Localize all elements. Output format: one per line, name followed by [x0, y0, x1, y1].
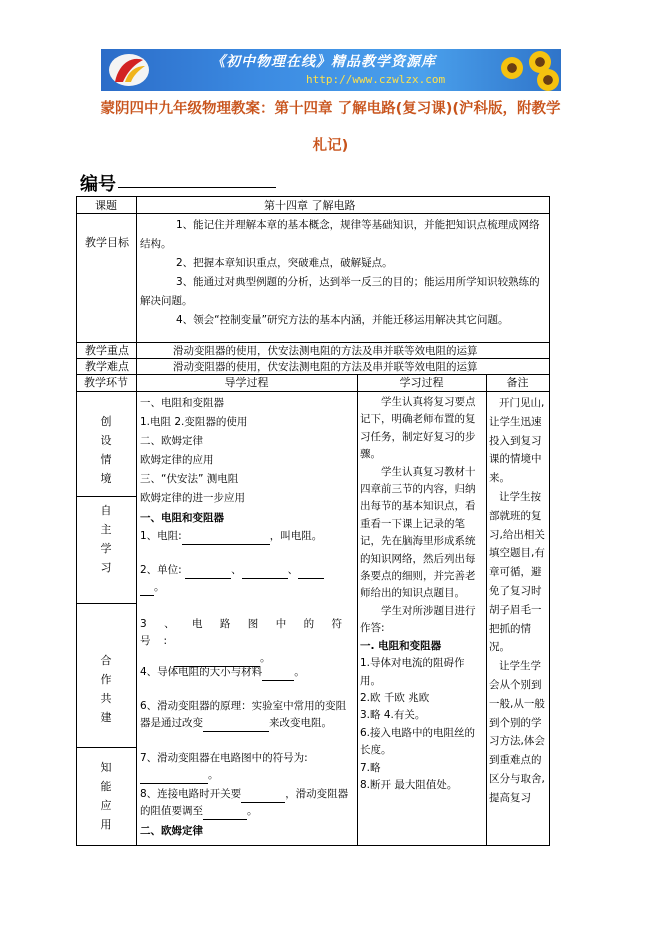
difficult-label: 教学难点: [85, 360, 129, 373]
guide-outline-item: 1.电阻 2.变阻器的使用: [140, 416, 248, 428]
question-text: 。: [154, 581, 165, 593]
answer-blank: [203, 731, 269, 732]
question-text: 、: [231, 564, 242, 576]
learning-column: [360, 394, 484, 794]
learning-answer: 6.接入电路中的电阻丝的长度。: [360, 726, 476, 757]
question-text: 1、电阻:: [140, 530, 182, 542]
header-banner: [101, 49, 561, 91]
guide-question-7: [140, 750, 355, 784]
goal-item: 1、能记住并理解本章的基本概念，规律等基础知识，并能把知识点梳理成网络结构。: [140, 219, 540, 250]
guide-outline-item: 欧姆定律的应用: [140, 454, 214, 466]
guide-question-1: [140, 528, 355, 545]
learning-answer: 2.欧 千欧 兆欧: [360, 691, 430, 704]
guide-question-3: [140, 616, 355, 667]
answer-blank: [185, 578, 231, 579]
lesson-table: [76, 196, 550, 846]
code-blank: [118, 187, 276, 188]
code-label: 编号: [80, 174, 116, 195]
learning-answer: 1.导体对电流的阻碍作用。: [360, 657, 465, 687]
answer-blank: [140, 595, 154, 596]
learning-answer: 8.断开 最大阻值处。: [360, 778, 458, 791]
stage-label: 自 主 学 习: [100, 504, 112, 574]
guide-outline-item: 欧姆定律的进一步应用: [140, 492, 245, 504]
question-text: ，叫电阻。: [269, 530, 323, 542]
answer-blank: [241, 802, 285, 803]
key-label: 教学重点: [85, 344, 129, 357]
learning-section-heading: 一. 电阻和变阻器: [360, 639, 442, 652]
guide-outline-item: 二、欧姆定律: [140, 435, 203, 447]
banner-url: http://www.czwlzx.com: [306, 73, 446, 86]
learning-paragraph: 学生对所涉题目进行作答:: [360, 604, 476, 635]
question-text: 7、滑动变阻器在电路图中的符号为:: [140, 752, 308, 764]
goal-item: 4、领会“控制变量”研究方法的基本内涵，并能迁移运用解决其它问题。: [176, 314, 509, 326]
answer-blank: [298, 578, 324, 579]
guide-question-2: [140, 562, 355, 596]
guide-section-heading: 二、欧姆定律: [140, 825, 203, 837]
question-text: 6、滑动变阻器的原理：实验室中常用的变阻器是通过改变: [140, 700, 347, 729]
document-title: 蒙阴四中九年级物理教案：第十四章 了解电路(复习课)(沪科版，附教学: [100, 101, 561, 117]
sunflower-icon: [537, 69, 559, 91]
guide-outline: [140, 394, 355, 508]
guide-question-6: [140, 698, 355, 732]
col-header-notes: 备注: [506, 376, 529, 389]
col-header-learning: 学习过程: [399, 376, 444, 389]
guide-section-heading: 一、电阻和变阻器: [140, 512, 224, 524]
stage-label: 创 设 情 境: [100, 415, 112, 485]
goals-label: 教学目标: [85, 236, 129, 249]
guide-question-4: [140, 664, 355, 681]
answer-blank: [182, 544, 270, 545]
question-text: 4、导体电阻的大小与材料: [140, 666, 263, 678]
guide-outline-item: 一、电阻和变阻器: [140, 397, 224, 409]
goals-list: [140, 216, 546, 330]
question-text: 2、单位:: [140, 564, 182, 576]
answer-blank: [262, 680, 294, 681]
question-text: 3、电路图中的符号:: [140, 618, 355, 647]
question-text: 。: [294, 666, 305, 678]
notes-column: [489, 394, 547, 808]
guide-outline-item: 三、“伏安法” 测电阻: [140, 473, 239, 485]
learning-answer: 3.略 4.有关。: [360, 709, 426, 722]
note-paragraph: 让学生按部就班的复习,给出相关填空题目,有章可循，避免了复习时胡子眉毛一把抓的情况。: [489, 490, 545, 654]
question-text: 来改变电阻。: [269, 717, 332, 729]
guide-question-8: [140, 786, 355, 820]
goal-item: 3、能通过对典型例题的分析，达到举一反三的目的；能运用所学知识较熟练的解决问题。: [140, 276, 540, 307]
site-logo-icon: [107, 52, 151, 88]
difficult-value: 滑动变阻器的使用，伏安法测电阻的方法及串并联等效电阻的运算: [173, 361, 478, 373]
key-value: 滑动变阻器的使用，伏安法测电阻的方法及串并联等效电阻的运算: [173, 345, 478, 357]
col-header-stage: 教学环节: [84, 376, 128, 389]
goal-item: 2、把握本章知识重点，突破难点，破解疑点。: [176, 257, 393, 269]
answer-blank: [203, 819, 247, 820]
sunflower-icon: [501, 57, 523, 79]
col-header-guide: 导学过程: [224, 376, 269, 389]
note-paragraph: 开门见山,让学生迅速投入到复习课的情境中来。: [489, 397, 545, 485]
question-text: 8、连接电路时开关要: [140, 788, 242, 800]
learning-paragraph: 学生认真复习教材十四章前三节的内容，归纳出每节的基本知识点，看重看一下课上记录的笔记，先在脑海里形成系统的知识网络，然后列出每条要点的细则，并完善老师给出的知识点题目。: [360, 465, 476, 600]
topic-label: 课题: [95, 199, 117, 212]
question-text: ，滑动变阻器的阻值要调至: [140, 788, 349, 817]
question-text: 。: [208, 769, 219, 781]
document-title-continued: 札记): [312, 138, 349, 154]
topic-value: 第十四章 了解电路: [264, 199, 356, 212]
answer-blank: [140, 783, 208, 784]
learning-answer: 7.略: [360, 761, 381, 774]
note-paragraph: 让学生学会从个别到一般,从一般到个别的学习方法,体会到重难点的区分与取舍,提高复习: [489, 660, 545, 804]
banner-title: 《初中物理在线》精品教学资源库: [211, 54, 436, 70]
stage-label: 合 作 共 建: [100, 654, 112, 724]
question-text: 。: [260, 652, 271, 664]
stage-label: 知 能 应 用: [100, 761, 112, 831]
answer-blank: [242, 578, 288, 579]
learning-paragraph: 学生认真将复习要点记下，明确老师布置的复习任务，制定好复习的步骤。: [360, 396, 476, 461]
question-text: 、: [287, 564, 299, 576]
question-text: 。: [247, 805, 258, 817]
